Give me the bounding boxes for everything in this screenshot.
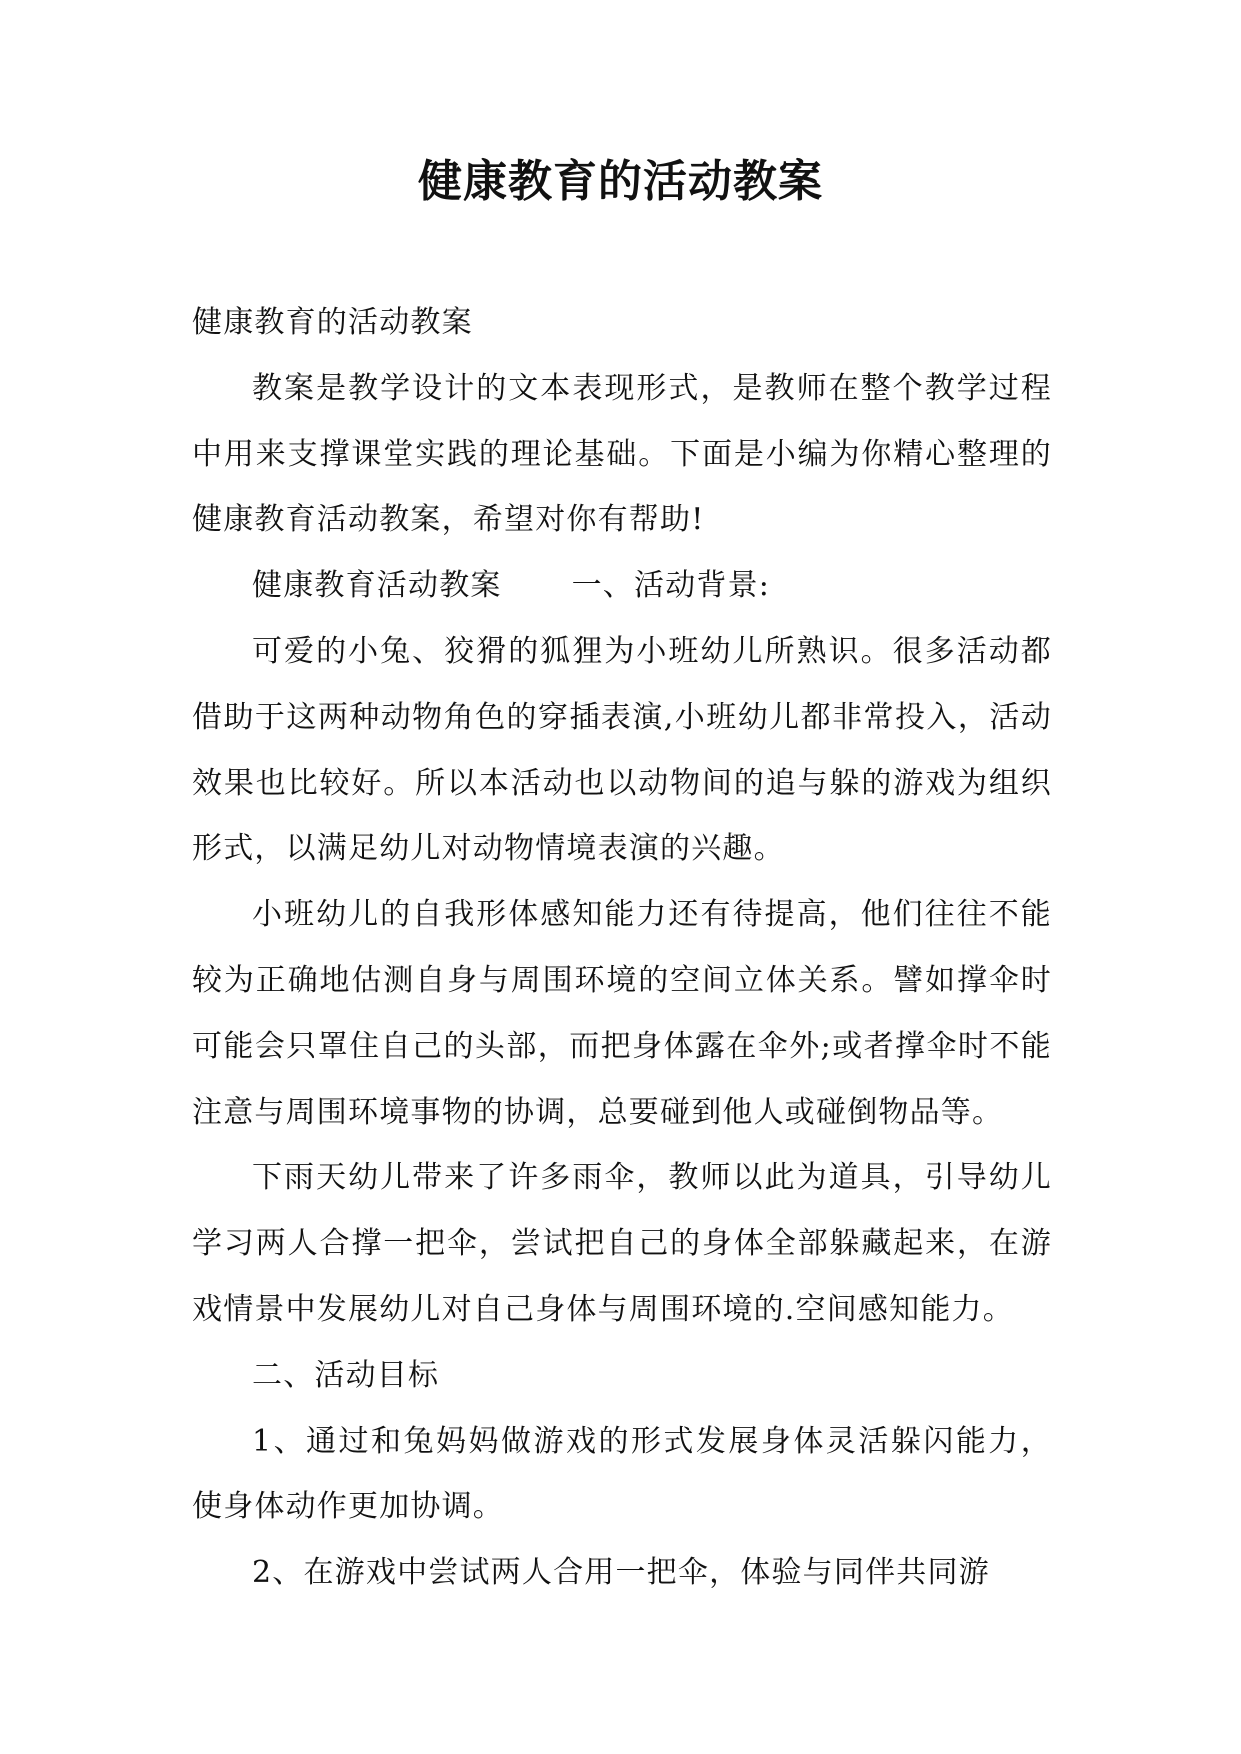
section-1-heading: 一、活动背景: <box>571 568 771 604</box>
document-subtitle: 健康教育的活动教案 <box>192 305 473 340</box>
section-2-heading: 二、活动目标 <box>252 1357 440 1393</box>
document-body <box>192 290 1052 1606</box>
goal-item-1: 1、通过和兔妈妈做游戏的形式发展身体灵活躲闪能力，使身体动作更加协调。 <box>192 1423 1052 1525</box>
background-paragraph-2: 小班幼儿的自我形体感知能力还有待提高，他们往往不能较为正确地估测自身与周围环境的空间立体关系。譬如撑伞时可能会只罩住自己的头部，而把身体露在伞外;或者撑伞时不能注意与周围环境事物的协调，总要碰到他人或碰倒物品等。 <box>192 897 1052 1130</box>
section-1-label: 健康教育活动教案 <box>252 568 502 604</box>
goal-item-2: 2、在游戏中尝试两人合用一把伞，体验与同伴共同游 <box>252 1555 990 1591</box>
intro-paragraph: 教案是教学设计的文本表现形式，是教师在整个教学过程中用来支撑课堂实践的理论基础。下面是小编为你精心整理的健康教育活动教案，希望对你有帮助! <box>192 370 1052 538</box>
section-1-line <box>192 553 1052 619</box>
document-title: 健康教育的活动教案 <box>418 156 823 207</box>
background-paragraph-3: 下雨天幼儿带来了许多雨伞，教师以此为道具，引导幼儿学习两人合撑一把伞，尝试把自己的身体全部躲藏起来，在游戏情景中发展幼儿对自己身体与周围环境的.空间感知能力。 <box>192 1160 1052 1327</box>
background-paragraph-1: 可爱的小兔、狡猾的狐狸为小班幼儿所熟识。很多活动都借助于这两种动物角色的穿插表演,小班幼儿都非常投入，活动效果也比较好。所以本活动也以动物间的追与躲的游戏为组织形式，以满足幼儿对动物情境表演的兴趣。 <box>192 633 1052 867</box>
